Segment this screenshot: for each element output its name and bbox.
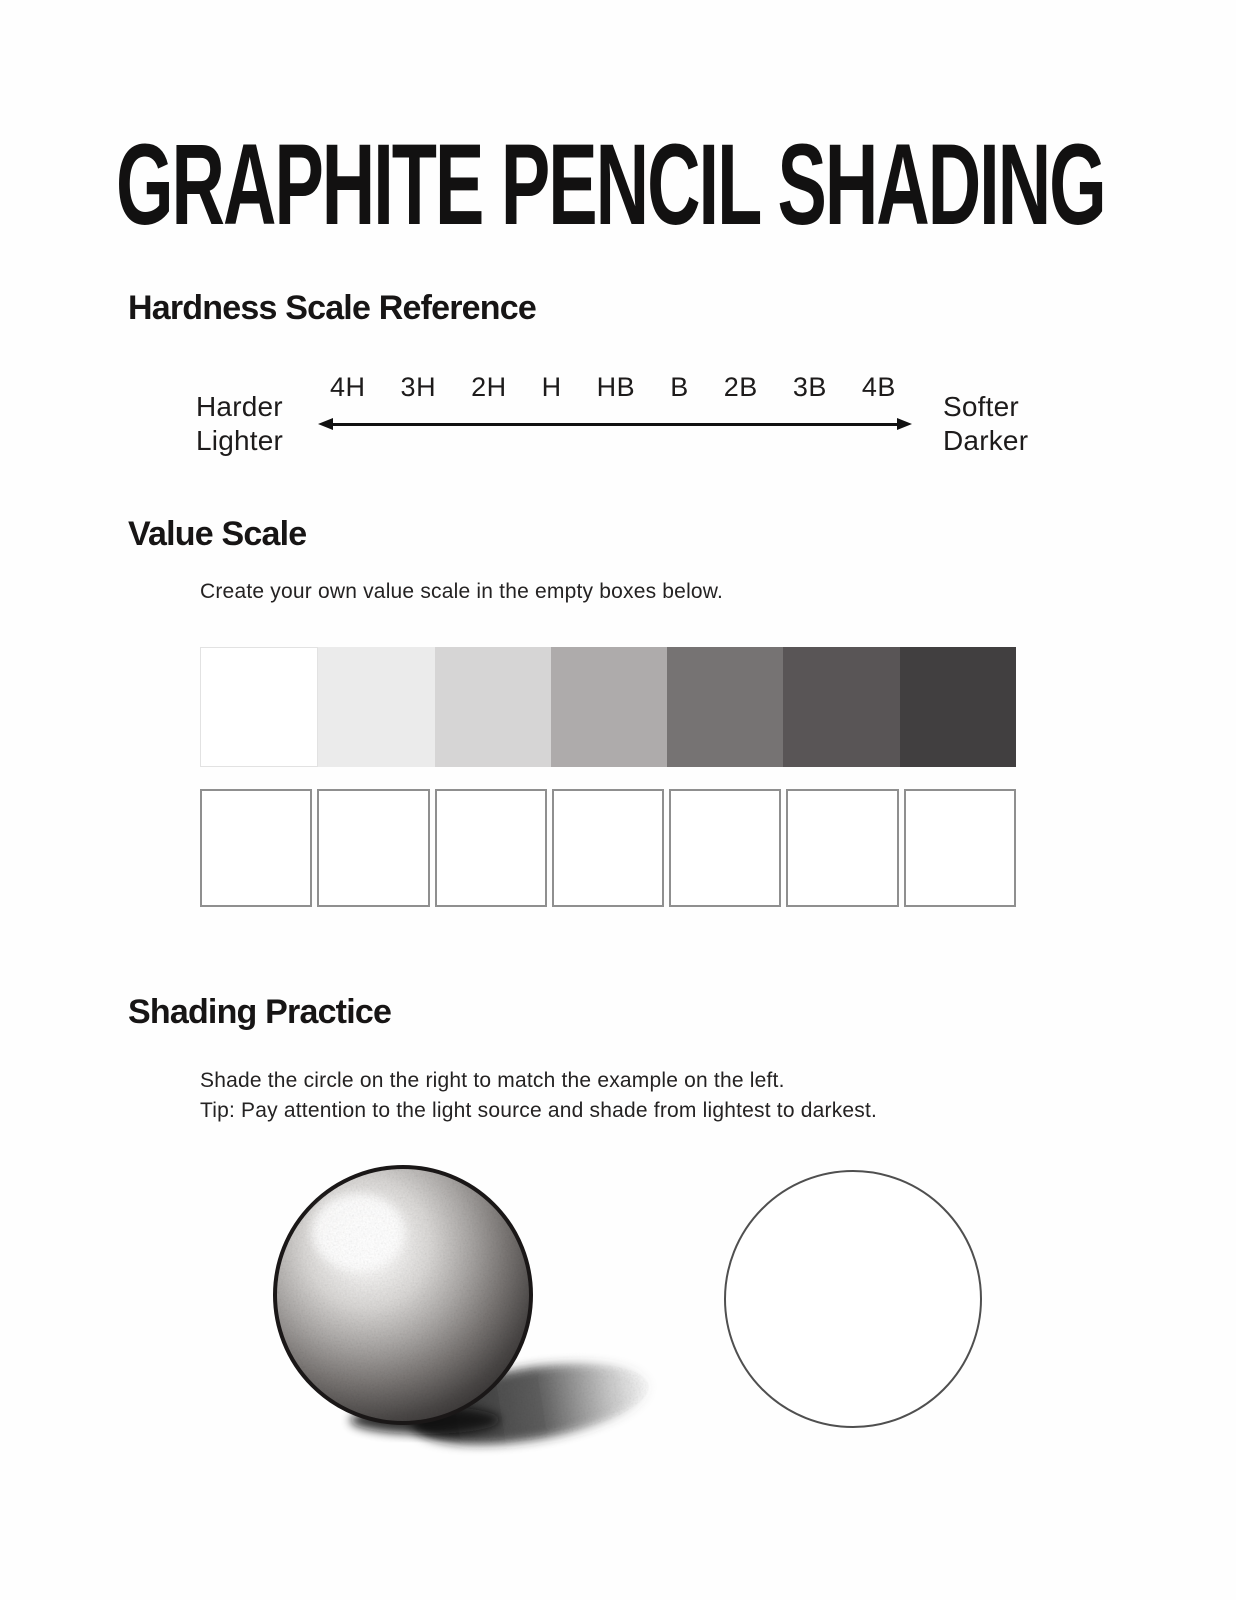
shaded-sphere-example <box>240 1132 680 1462</box>
hardness-right-label <box>943 390 1028 458</box>
pencil-grade-label: B <box>670 372 689 402</box>
value-swatch <box>667 647 783 767</box>
arrow-line <box>333 423 897 426</box>
value-scale-empty-box[interactable] <box>552 789 664 907</box>
value-swatch <box>551 647 667 767</box>
sphere-drawing <box>240 1132 680 1462</box>
shading-instructions <box>200 1066 877 1126</box>
value-swatch <box>200 647 318 767</box>
page-title: GRAPHITE PENCIL SHADING <box>116 120 1105 249</box>
hardness-left-label <box>196 390 283 458</box>
value-swatch <box>900 647 1016 767</box>
softer-label: Softer <box>943 391 1019 422</box>
hardness-section-heading: Hardness Scale Reference <box>128 289 536 327</box>
practice-circle[interactable] <box>724 1170 982 1428</box>
darker-label: Darker <box>943 425 1029 456</box>
pencil-grade-label: HB <box>596 372 636 402</box>
value-scale-empty-box[interactable] <box>786 789 898 907</box>
value-swatch-strip <box>200 647 1016 767</box>
pencil-grade-label: 3B <box>792 372 827 402</box>
shading-section-heading: Shading Practice <box>128 993 392 1031</box>
pencil-grade-label: 3H <box>400 372 437 402</box>
pencil-grade-label: 2H <box>471 372 507 402</box>
value-scale-empty-box[interactable] <box>435 789 547 907</box>
value-scale-empty-box[interactable] <box>904 789 1016 907</box>
arrow-right-head <box>897 418 912 430</box>
hardness-arrow <box>318 417 912 431</box>
value-scale-empty-row <box>200 789 1016 907</box>
value-swatch <box>318 647 434 767</box>
lighter-label: Lighter <box>196 425 284 456</box>
value-scale-instruction: Create your own value scale in the empty boxes below. <box>200 580 724 603</box>
value-swatch <box>435 647 551 767</box>
shading-instruction-line1: Shade the circle on the right to match the example on the left. <box>200 1069 785 1092</box>
pencil-grade-label: 2B <box>723 372 758 402</box>
value-scale-section-heading: Value Scale <box>128 515 307 553</box>
value-scale-empty-box[interactable] <box>317 789 429 907</box>
pencil-grade-label: H <box>541 372 562 402</box>
value-swatch <box>783 647 899 767</box>
value-scale-empty-box[interactable] <box>669 789 781 907</box>
shading-instruction-line2: Tip: Pay attention to the light source and shade from lightest to darkest. <box>200 1099 878 1122</box>
pencil-grades-row <box>330 372 896 402</box>
pencil-grade-label: 4B <box>861 372 896 402</box>
pencil-grade-label: 4H <box>330 372 366 402</box>
value-scale-empty-box[interactable] <box>200 789 312 907</box>
arrow-left-head <box>318 418 333 430</box>
harder-label: Harder <box>196 391 283 422</box>
